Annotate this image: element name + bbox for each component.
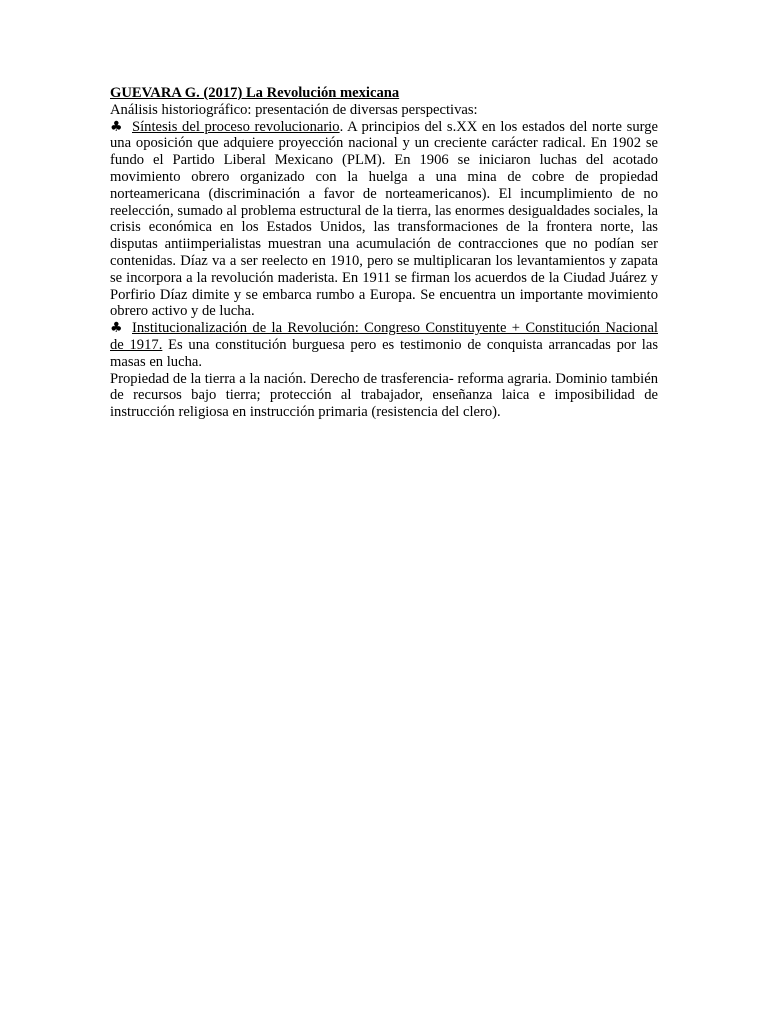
section-institutionalization-heading: Institucionalización de la Revolución: Congreso Constituyente + Constitución Nacional de 1917. <box>110 320 658 353</box>
section-synthesis-body: . A principios del s.XX en los estados del norte surge una oposición que adquiere proyección nacional y un creciente carácter radical. En 1902 se fundo el Partido Liberal Mexicano (PLM). En 1906 se iniciaron luchas del acotado movimiento obrero organizado con la huelga a una mina de cobre de propiedad norteamericana (discriminación a favor de norteamericanos). El incumplimiento de no reelección, sumado al problema estructural de la tierra, las enormes desigualdades sociales, la crisis económica en los Estados Unidos, las transformaciones de la frontera norte, las disputas antiimperialistas muestran una acumulación de contracciones que no podían ser contenidas. Díaz va a ser reelecto en 1910, pero se multiplicaran los levantamientos y zapata se incorpora a la revolución maderista. En 1911 se firman los acuerdos de la Ciudad Juárez y Porfirio Díaz dimite y se embarca rumbo a Europa. Se encuentra un importante movimiento obrero activo y de lucha. <box>110 118 658 320</box>
document-title: GUEVARA G. (2017) La Revolución mexicana <box>110 85 400 101</box>
closing-paragraph: Propiedad de la tierra a la nación. Derecho de trasferencia- reforma agraria. Dominio también de recursos bajo tierra; protección al trabajador, enseñanza laica e imposibilidad de instrucción religiosa en instrucción primaria (resistencia del clero). <box>110 370 658 421</box>
club-bullet-icon: ♣ <box>110 118 123 135</box>
section-institutionalization-body: Es una constitución burguesa pero es testimonio de conquista arrancadas por las masas en lucha. <box>110 336 658 370</box>
document-subtitle: Análisis historiográfico: presentación de diversas perspectivas: <box>110 101 478 118</box>
section-institutionalization <box>110 320 658 370</box>
document-body <box>110 85 658 421</box>
document-title-line <box>110 85 658 102</box>
club-bullet-icon: ♣ <box>110 320 123 337</box>
section-synthesis <box>110 119 658 321</box>
section-synthesis-heading: Síntesis del proceso revolucionario <box>132 118 340 135</box>
